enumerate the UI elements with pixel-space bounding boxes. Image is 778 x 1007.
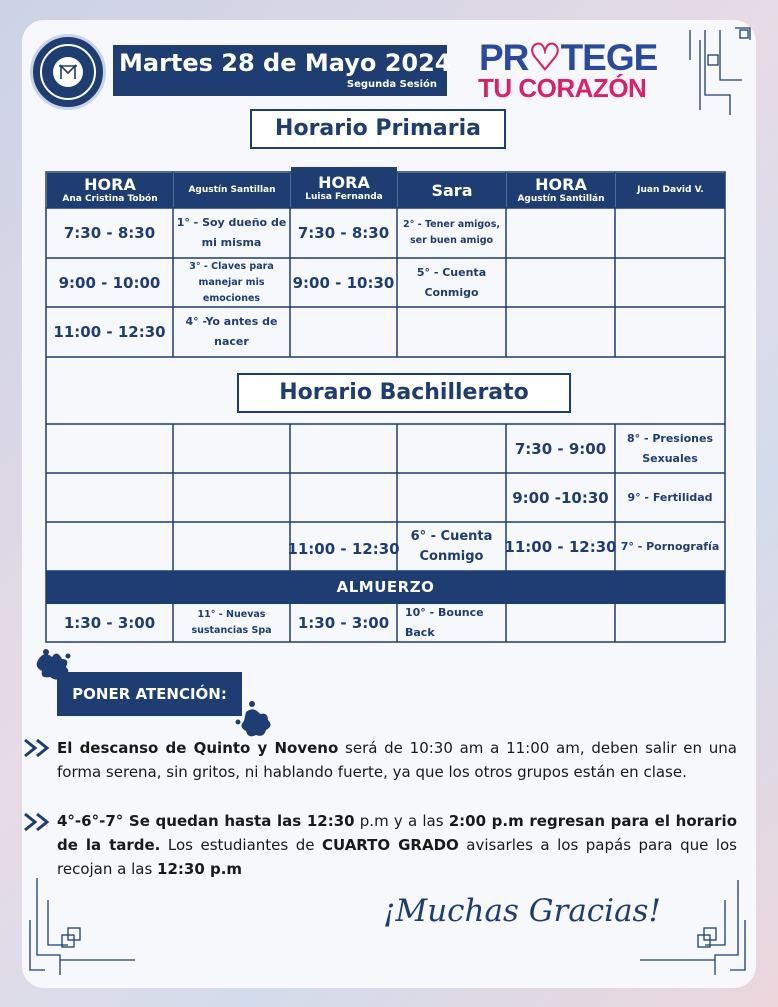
header-col-3-small: Luisa Fernanda — [305, 192, 383, 202]
header-col-2 — [174, 173, 290, 208]
header-col-1-big: HORA — [84, 175, 136, 194]
prim-r1-c2: 1° - Soy dueño de mi misma — [176, 216, 287, 249]
heart-icon: ♡ — [528, 37, 561, 78]
chevron-right-icon — [23, 811, 57, 833]
note-paragraph-2 — [57, 809, 737, 881]
prim-r2-c3: 9:00 - 10:30 — [292, 273, 395, 292]
bach-r2-c5: 9:00 -10:30 — [512, 488, 609, 507]
date-banner — [113, 45, 452, 96]
closing-message: ¡Muchas Gracias! — [383, 893, 661, 929]
note-2-text-1: p.m y a las — [354, 812, 449, 830]
lunch-bar: ALMUERZO — [46, 571, 725, 604]
attention-label: PONER ATENCIÓN: — [57, 672, 242, 716]
bach-r3-c5: 11:00 - 12:30 — [504, 537, 617, 556]
bach-r3-c6: 7° - Pornografía — [620, 539, 720, 553]
lunch-r1-c3: 1:30 - 3:00 — [297, 614, 390, 632]
note-paragraph-1 — [57, 736, 737, 784]
prim-r2-c4: 5° - Cuenta Conmigo — [416, 265, 487, 299]
note-2-text-2: Los estudiantes de — [160, 836, 322, 854]
header-col-6 — [616, 173, 725, 208]
brand-line-1 — [479, 38, 657, 78]
header-col-4-big: Sara — [431, 180, 473, 200]
lunch-r1-c1: 1:30 - 3:00 — [63, 614, 156, 632]
header-col-5 — [507, 173, 615, 208]
bach-r2-c6: 9° - Fertilidad — [627, 490, 713, 504]
prim-r1-c1: 7:30 - 8:30 — [63, 224, 156, 242]
chevron-right-icon — [23, 737, 57, 759]
header-col-1-small: Ana Cristina Tobón — [62, 194, 158, 204]
header-col-3 — [291, 167, 397, 208]
session-text: Segunda Sesión — [346, 79, 437, 90]
brand-tege: TEGE — [560, 37, 658, 78]
note-2-bold-3: CUARTO GRADO — [321, 836, 459, 854]
header-col-4 — [398, 173, 506, 208]
lunch-r1-c4: 10° - Bounce Back — [405, 606, 484, 639]
bach-r3-c3: 11:00 - 12:30 — [287, 539, 400, 558]
bach-r3-c4: 6° - Cuenta Conmigo — [410, 528, 493, 564]
prim-r1-c3: 7:30 - 8:30 — [297, 224, 390, 242]
brand-line-2: TU CORAZÓN — [478, 73, 647, 103]
note-1-bold: El descanso de Quinto y Noveno — [57, 739, 339, 757]
prim-r2-c2: 3° - Claves para manejar mis emociones — [189, 260, 274, 304]
bach-r1-c6: 8° - Presiones Sexuales — [626, 431, 714, 465]
note-2-bold-2: 2:00 p.m regresan para el horario de la tarde. — [57, 812, 737, 854]
logo-crest-icon — [53, 57, 83, 87]
bachillerato-title: Horario Bachillerato — [237, 373, 571, 413]
note-2-text-3: avisarles a los papás para que los recojan a las — [57, 836, 737, 878]
school-logo — [30, 34, 106, 110]
header-col-3-big: HORA — [318, 173, 370, 192]
prim-r3-c1: 11:00 - 12:30 — [53, 323, 166, 341]
note-2-bold-1: 4°-6°-7° Se quedan hasta las 12:30 — [57, 812, 355, 830]
header-col-2-small: Agustín Santillan — [188, 185, 276, 195]
header-col-5-big: HORA — [535, 175, 587, 194]
lunch-r1-c2: 11° - Nuevas sustancias Spa — [191, 609, 272, 636]
header-col-5-small: Agustín Santillán — [517, 194, 605, 204]
bach-r1-c5: 7:30 - 9:00 — [514, 439, 607, 458]
header-col-6-small: Juan David V. — [637, 185, 704, 195]
prim-r3-c2: 4° -Yo antes de nacer — [185, 315, 278, 348]
prim-r2-c1: 9:00 - 10:00 — [58, 273, 161, 292]
header-col-1 — [47, 173, 173, 208]
date-text: Martes 28 de Mayo 2024 — [119, 49, 452, 77]
note-1-text: será de 10:30 am a 11:00 am, deben salir en una forma serena, sin gritos, ni hablando fuerte, ya que los otros grupos están en clase. — [57, 739, 737, 781]
primaria-title: Horario Primaria — [250, 109, 506, 149]
prim-r1-c4: 2° - Tener amigos, ser buen amigo — [403, 219, 500, 246]
brand-pr: PR — [479, 37, 529, 78]
note-2-bold-4: 12:30 p.m — [157, 860, 243, 878]
